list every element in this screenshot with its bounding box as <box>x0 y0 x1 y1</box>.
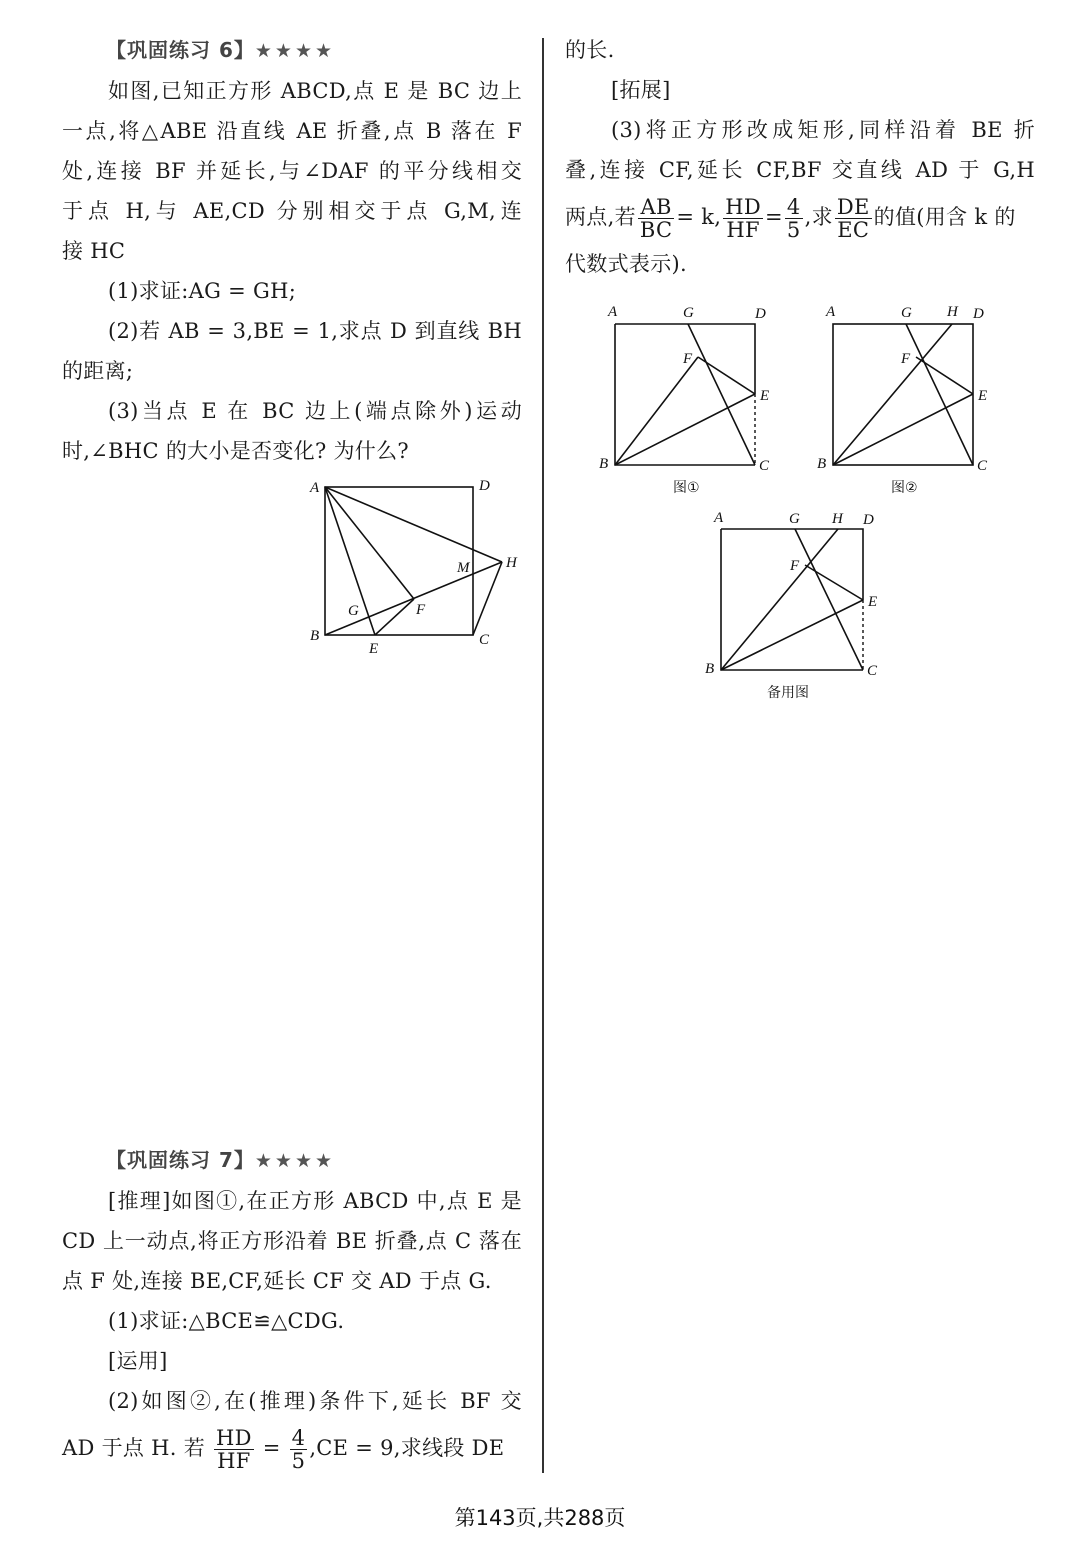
equals-sign: = <box>765 205 783 229</box>
ex6-text-line-5: 接 HC <box>62 239 126 263</box>
label-a: A <box>608 304 618 320</box>
segment-be <box>833 394 973 465</box>
ex7-question-3-line-1: (3)将正方形改成矩形,同样沿着 BE 折 <box>611 118 1035 142</box>
label-h: H <box>832 511 843 527</box>
frac-den: BC <box>639 218 673 242</box>
ex7-question-2-line-1: (2)如图②,在(推理)条件下,延长 BF 交 <box>108 1389 522 1413</box>
ex6-figure <box>292 472 752 662</box>
label-m: M <box>457 560 470 576</box>
exercise-7-stars: ★★★★ <box>254 1150 336 1172</box>
label-a: A <box>310 480 320 496</box>
q3-text-mid2: ,求 <box>804 205 833 229</box>
frac-num: DE <box>836 195 870 219</box>
ex7-text-line-1: [推理]如图①,在正方形 ABCD 中,点 E 是 <box>108 1189 522 1213</box>
label-a: A <box>826 304 836 320</box>
segment-be <box>721 600 863 670</box>
label-g: G <box>683 305 694 321</box>
ex6-text-line-2: 一点,将△ABE 沿直线 AE 折叠,点 B 落在 F <box>62 119 522 143</box>
label-b: B <box>705 661 715 677</box>
ex7-question-3-line-2: 叠,连接 CF,延长 CF,BF 交直线 AD 于 G,H <box>565 158 1035 182</box>
frac-den: HF <box>726 218 760 242</box>
label-f: F <box>416 602 426 618</box>
label-a: A <box>714 510 724 526</box>
segment-gc <box>688 324 755 465</box>
ex7-question-2-line-3: 的长. <box>565 38 615 62</box>
q3-text-post: 的值(用含 k 的 <box>873 205 1016 229</box>
frac-den: EC <box>837 218 870 242</box>
ex7-question-1: (1)求证:△BCE≌△CDG. <box>108 1309 345 1333</box>
label-e: E <box>369 641 379 657</box>
ex7-section-apply: [运用] <box>108 1349 168 1373</box>
exercise-7-title: 【巩固练习 7】 <box>106 1148 255 1172</box>
label-f: F <box>901 351 911 367</box>
label-d: D <box>973 306 984 322</box>
fraction-4-5 <box>290 1427 308 1472</box>
label-d: D <box>863 512 874 528</box>
q2-text-post: ,CE = 9,求线段 DE <box>309 1436 505 1460</box>
ex6-question-3-line-1: (3)当点 E 在 BC 边上(端点除外)运动 <box>108 399 522 423</box>
segment-be <box>615 394 755 465</box>
label-h: H <box>506 555 517 571</box>
segment-fe <box>805 565 863 600</box>
fraction-hd-hf <box>723 196 763 241</box>
label-g: G <box>348 603 359 619</box>
ex7-text-line-3: 点 F 处,连接 BE,CF,延长 CF 交 AD 于点 G. <box>62 1269 492 1293</box>
segment-bf <box>615 357 698 465</box>
ex7-question-2-line-2 <box>62 1421 522 1475</box>
segment-bh <box>833 324 952 465</box>
frac-num: 4 <box>291 1426 306 1450</box>
ex6-question-2-line-1: (2)若 AB = 3,BE = 1,求点 D 到直线 BH <box>108 319 522 343</box>
label-c: C <box>977 458 988 474</box>
label-b: B <box>310 628 320 644</box>
right-column <box>565 30 1035 701</box>
label-b: B <box>817 456 827 472</box>
label-b: B <box>599 456 609 472</box>
label-e: E <box>978 388 988 404</box>
spare-figure-caption: 备用图 <box>767 685 809 701</box>
exercise-6-title: 【巩固练习 6】 <box>106 38 255 62</box>
ex6-question-1: (1)求证:AG = GH; <box>108 279 297 303</box>
ex7-question-3-line-4: 代数式表示). <box>565 252 687 276</box>
segment-ah <box>325 487 502 562</box>
label-g: G <box>901 305 912 321</box>
left-column <box>62 30 522 1473</box>
frac-num: HD <box>725 195 762 219</box>
ex7-spare-figure <box>701 508 901 708</box>
ex6-text-line-4: 于点 H,与 AE,CD 分别相交于点 G,M,连 <box>62 199 522 223</box>
fraction-4-5 <box>785 196 803 241</box>
ex7-question-3-line-3 <box>565 190 1035 244</box>
page-footer: 第143页,共288页 <box>454 1506 626 1530</box>
ex6-text-line-1: 如图,已知正方形 ABCD,点 E 是 BC 边上 <box>108 79 522 103</box>
frac-den: 5 <box>786 218 801 242</box>
frac-num: AB <box>638 196 675 219</box>
fraction-ab-bc <box>638 196 675 241</box>
equals-sign: = <box>262 1436 281 1460</box>
ex6-question-3-line-2: 时,∠BHC 的大小是否变化? 为什么? <box>62 439 409 463</box>
ex6-text-line-3: 处,连接 BF 并延长,与∠DAF 的平分线相交 <box>62 159 522 183</box>
label-e: E <box>868 594 878 610</box>
label-f: F <box>683 351 693 367</box>
q2-text-pre: AD 于点 H. 若 <box>62 1436 206 1460</box>
segment-gc <box>906 324 973 465</box>
label-f: F <box>790 558 800 574</box>
rect-left-bottom <box>721 529 863 670</box>
frac-num: HD <box>216 1426 252 1450</box>
square-left-bottom <box>615 324 755 465</box>
figure-2-caption: 图② <box>891 480 918 496</box>
exercise-6-stars: ★★★★ <box>254 40 336 62</box>
ex7-text-line-2: CD 上一动点,将正方形沿着 BE 折叠,点 C 落在 <box>62 1229 522 1253</box>
label-h: H <box>947 304 958 320</box>
column-divider <box>542 38 544 1473</box>
frac-den: HF <box>217 1449 251 1473</box>
ex7-figure-1 <box>595 300 795 500</box>
square-abcd <box>833 324 973 465</box>
frac-num: 4 <box>786 195 801 219</box>
figure-1-caption: 图① <box>673 480 700 496</box>
exercise-7-block <box>62 1140 522 1475</box>
label-c: C <box>759 458 770 474</box>
segment-af <box>325 487 414 599</box>
label-g: G <box>789 511 800 527</box>
segment-ef <box>375 599 414 635</box>
ex7-figure-2 <box>813 300 1013 500</box>
label-d: D <box>479 478 490 494</box>
frac-den: 5 <box>291 1449 306 1473</box>
fraction-de-ec <box>835 196 872 241</box>
label-e: E <box>760 388 770 404</box>
segment-gc <box>795 529 863 670</box>
fraction-hd-hf <box>214 1427 254 1472</box>
ex6-question-2-line-2: 的距离; <box>62 359 134 383</box>
label-c: C <box>867 663 878 679</box>
exercise-7-heading <box>106 1140 522 1181</box>
label-c: C <box>479 632 490 648</box>
q3-text-pre: 两点,若 <box>565 205 636 229</box>
ex7-section-extend: [拓展] <box>611 78 671 102</box>
label-d: D <box>755 306 766 322</box>
exercise-6-heading <box>106 30 522 71</box>
q3-text-mid1: = k, <box>676 205 722 229</box>
segment-bh <box>721 529 838 670</box>
